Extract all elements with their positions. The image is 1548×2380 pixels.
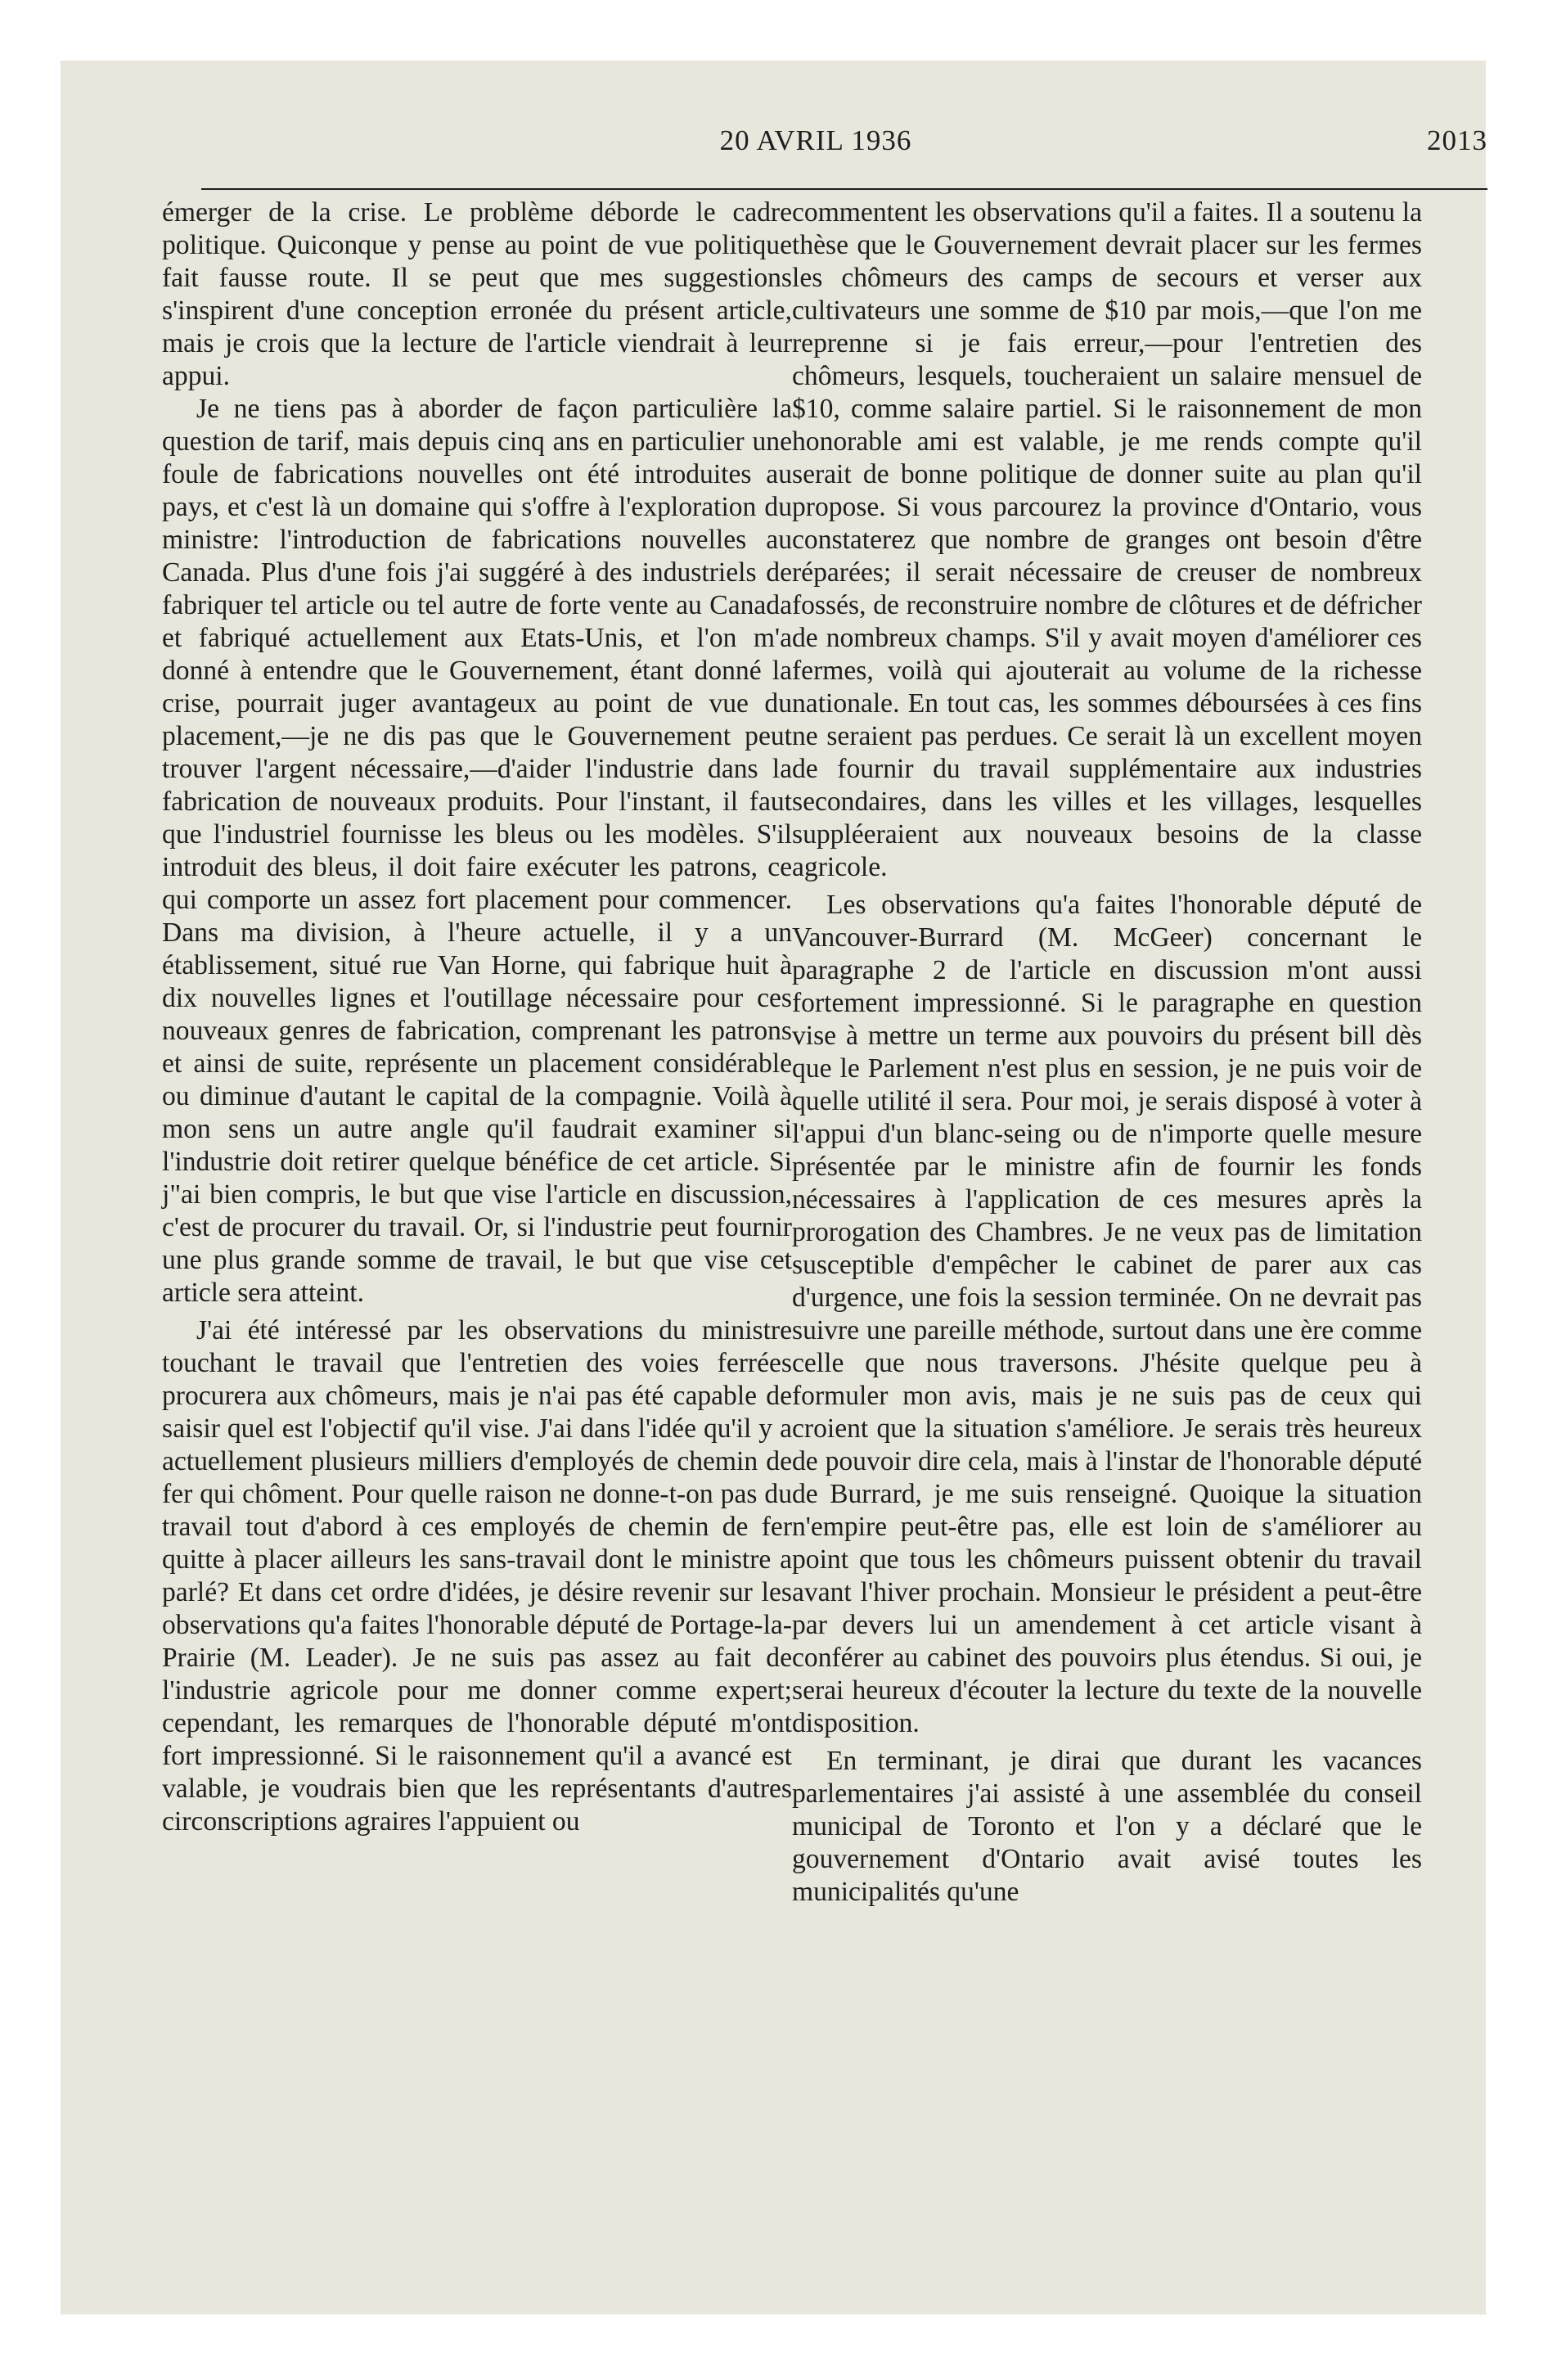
- paragraph: commentent les observations qu'il a faites. Il a soutenu la thèse que le Gouvernement devrait placer sur les fermes les chômeurs des camps de secours et verser aux cultivateurs une somme de $10 par mois,—que l'on me reprenne si je fais erreur,—pour l'entretien des chômeurs, lesquels, toucheraient un salaire mensuel de $10, comme salaire partiel. Si le raisonnement de mon honorable ami est valable, je me rends compte qu'il serait de bonne politique de donner suite au plan qu'il propose. Si vous parcourez la province d'Ontario, vous constaterez que nombre de granges ont besoin d'être réparées; il serait nécessaire de creuser de nombreux fossés, de reconstruire nombre de clôtures et de défricher de nombreux champs. S'il y avait moyen d'améliorer ces fermes, voilà qui ajouterait au volume de la richesse nationale. En tout cas, les sommes déboursées à ces fins ne seraient pas perdues. Ce serait là un excellent moyen de fournir du travail supplémentaire aux industries secondaires, dans les villes et les villages, lesquelles suppléeraient aux nouveaux besoins de la classe agricole.: [792, 197, 1422, 882]
- header-date: 20 AVRIL 1936: [719, 124, 912, 156]
- page-number: 2013: [1427, 124, 1487, 156]
- paragraph: J'ai été intéressé par les observations du ministre touchant le travail que l'entretien des voies ferrées procurera aux chômeurs, mais je n'ai pas été capable de saisir quel est l'objectif qu'il vise. J'ai dans l'idée qu'il y a actuellement plusieurs milliers d'employés de chemin de fer qui chôment. Pour quelle raison ne donne-t-on pas du travail tout d'abord à ces employés de chemin de fer quitte à placer ailleurs les sans-travail dont le ministre a parlé? Et dans cet ordre d'idées, je désire revenir sur les observations qu'a faites l'honorable député de Portage-la-Prairie (M. Leader). Je ne suis pas assez au fait de l'industrie agricole pour me donner comme expert; cependant, les remarques de l'honorable député m'ont fort impressionné. Si le raisonnement qu'il a avancé est valable, je voudrais bien que les représentants d'autres circonscriptions agraires l'appuient ou: [162, 1315, 792, 1837]
- document-page: [61, 61, 1486, 2315]
- paragraph: émerger de la crise. Le problème déborde le cadre politique. Quiconque y pense au point de vue politique fait fausse route. Il se peut que mes suggestions s'inspirent d'une conception erronée du présent article, mais je crois que la lecture de l'article viendrait à leur appui.: [162, 197, 792, 391]
- left-column: [162, 196, 792, 1838]
- page-header: [144, 124, 1487, 182]
- header-rule: [201, 188, 1487, 190]
- paragraph: En terminant, je dirai que durant les vacances parlementaires j'ai assisté à une assemblée du conseil municipal de Toronto et l'on y a déclaré que le gouvernement d'Ontario avait avisé toutes les municipalités qu'une: [792, 1746, 1422, 1907]
- paragraph: Les observations qu'a faites l'honorable député de Vancouver-Burrard (M. McGeer) concernant le paragraphe 2 de l'article en discussion m'ont aussi fortement impressionné. Si le paragraphe en question vise à mettre un terme aux pouvoirs du présent bill dès que le Parlement n'est plus en session, je ne puis voir de quelle utilité il sera. Pour moi, je serais disposé à voter à l'appui d'un blanc-seing ou de n'importe quelle mesure présentée par le ministre afin de fournir les fonds nécessaires à l'application de ces mesures après la prorogation des Chambres. Je ne veux pas de limitation susceptible d'empêcher le cabinet de parer aux cas d'urgence, une fois la session terminée. On ne devrait pas suivre une pareille méthode, surtout dans une ère comme celle que nous traversons. J'hésite quelque peu à formuler mon avis, mais je ne suis pas de ceux qui croient que la situation s'améliore. Je serais très heureux de pouvoir dire cela, mais à l'instar de l'honorable député de Burrard, je me suis renseigné. Quoique la situation n'empire peut-être pas, elle est loin de s'améliorer au point que tous les chômeurs puissent obtenir du travail avant l'hiver prochain. Monsieur le président a peut-être par devers lui un amendement à cet article visant à conférer au cabinet des pouvoirs plus étendus. Si oui, je serai heureux d'écouter la lecture du texte de la nouvelle disposition.: [792, 890, 1422, 1738]
- paragraph: Je ne tiens pas à aborder de façon particulière la question de tarif, mais depuis cinq ans en particulier une foule de fabrications nouvelles ont été introduites au pays, et c'est là un domaine qui s'offre à l'exploration du ministre: l'introduction de fabrications nouvelles au Canada. Plus d'une fois j'ai suggéré à des industriels de fabriquer tel article ou tel autre de forte vente au Canada et fabriqué actuellement aux Etats-Unis, et l'on m'a donné à entendre que le Gouvernement, étant donné la crise, pourrait juger avantageux au point de vue du placement,—je ne dis pas que le Gouvernement peut trouver l'argent nécessaire,—d'aider l'industrie dans la fabrication de nouveaux produits. Pour l'instant, il faut que l'industriel fournisse les bleus ou les modèles. S'il introduit des bleus, il doit faire exécuter les patrons, ce qui comporte un assez fort placement pour commencer. Dans ma division, à l'heure actuelle, il y a un établissement, situé rue Van Horne, qui fabrique huit à dix nouvelles lignes et l'outillage nécessaire pour ces nouveaux genres de fabrication, comprenant les patrons et ainsi de suite, représente un placement considérable ou diminue d'autant le capital de la compagnie. Voilà à mon sens un autre angle qu'il faudrait examiner si l'industrie doit retirer quelque bénéfice de cet article. Si j"ai bien compris, le but que vise l'article en discussion, c'est de procurer du travail. Or, si l'industrie peut fournir une plus grande somme de travail, le but que vise cet article sera atteint.: [162, 394, 792, 1308]
- right-column: [792, 196, 1422, 1909]
